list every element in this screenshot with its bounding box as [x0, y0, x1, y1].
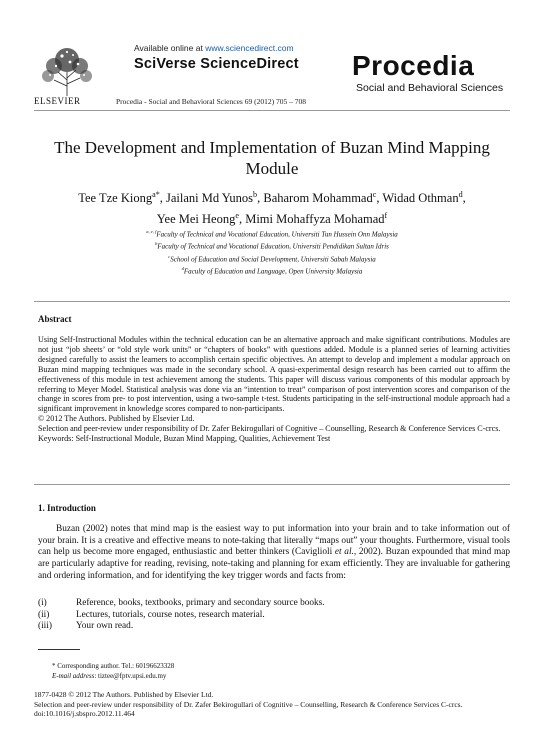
corresponding-email: E-mail address: tiztee@fptv.upsi.edu.my — [52, 672, 167, 680]
affiliation: $^c$School of Education and Social Development, Universiti Sabah Malaysia — [168, 253, 376, 263]
affiliation-list — [40, 227, 504, 276]
affiliation: $^b$Faculty of Technical and Vocational Education, Universiti Pendidikan Sultan Idris — [155, 241, 389, 251]
list-item: (iii) Your own read. — [38, 621, 134, 632]
procedia-subtitle: Social and Behavioral Sciences — [356, 82, 504, 94]
author: Jailani Md Yunos$^b$ — [166, 190, 258, 206]
article-title: The Development and Implementation of Buzan Mind Mapping Module — [54, 138, 490, 178]
list-item: (i) Reference, books, textbooks, primary and secondary source books. — [38, 598, 325, 608]
footnote-divider — [38, 649, 80, 650]
corresponding-author-footnote — [52, 661, 174, 681]
available-online — [134, 43, 294, 53]
abstract-bottom-divider — [34, 484, 510, 485]
sciencedirect-link[interactable]: www.sciencedirect.com — [205, 43, 294, 53]
affiliation: $^{a, e, f}$Faculty of Technical and Vocational Education, Universiti Tun Hussein Onn Malaysia — [146, 229, 398, 239]
abstract-heading: Abstract — [38, 314, 72, 324]
bottom-peer-review: Selection and peer-review under responsibility of Dr. Zafer Bekirogullari of Cognitive – Counselling, Research & Conference Services C-crcs. — [34, 699, 463, 709]
available-prefix: Available online at — [134, 43, 203, 53]
trigger-source-list — [38, 598, 325, 633]
author-list: Tee Tze Kiong$^{a*}$, Jailani Md Yunos$^b$, Baharom Mohammad$^c$, Widad Othman$^d$, Yee Mei Heong$^e$, Mimi Mohaffyza Mohamad$^f$ — [78, 190, 466, 227]
sciverse-logo: SciVerse ScienceDirect — [134, 56, 299, 72]
author: Tee Tze Kiong$^{a*}$ — [78, 190, 160, 206]
abstract-body: Using Self-Instructional Modules within the technical education can be an alternative approach and make significant contributions. Modules are not just “job sheets’ or “old style work units” or “chapters of books” with questions added. Module is a planned series of learning activities designed carefully to assist the learners to accomplish certain specific objectives. An attempt to develop and implement a modular approach on Buzan mind mapping techniques was made in the secondary school. A quasi-experimental design research has been carried out to affirm the effectiveness of this module in test achievement among the students. This paper will discuss various components of this modular approach by referring to Meyer Model. Statistical analysis was done via an “intention to treat” comparison of post intervention scores and comparison of the change in scores from pre- to post intervention, using a two-sample t-test. Students participating in the self-instructional module approach had a significant improvement in knowledge scores compared to non-participants. — [38, 335, 510, 414]
author: Baharom Mohammad$^c$ — [263, 190, 377, 206]
publication-info — [34, 690, 462, 719]
keywords: Keywords: Self-Instructional Module, Buzan Mind Mapping, Qualities, Achievement Test — [38, 434, 331, 444]
abstract-top-divider — [34, 301, 510, 302]
issn-copyright: 1877-0428 © 2012 The Authors. Published by Elsevier Ltd. — [34, 690, 214, 699]
introduction-paragraph: Buzan (2002) notes that mind map is the easiest way to put information into your brain and to take information out of your brain. It is a creative and effective means to note-taking that literally “maps out” your thoughts. Furthermore, visual tools can help us become more engaged, enthusiastic and better thinkers (Caviglioli et al., 2002). Buzan expounded that mind map are particularly adaptive for reading, revising, note-taking and planning for exam efficiently. They are invaluable for gathering and ordering information, and for identifying the key trigger words and facts from: — [38, 524, 510, 581]
doi[interactable]: doi:10.1016/j.sbspro.2012.11.464 — [34, 709, 135, 719]
affiliation: $^d$Faculty of Education and Language, Open University Malaysia — [181, 265, 363, 276]
abstract-section — [38, 335, 510, 444]
elsevier-tree-logo — [34, 42, 100, 98]
author: Yee Mei Heong$^e$ — [156, 211, 239, 227]
corresponding-phone: * Corresponding author. Tel.: 60196623328 — [52, 662, 175, 670]
author: Mimi Mohaffyza Mohamad$^f$ — [245, 211, 388, 227]
list-item: (ii) Lectures, tutorials, course notes, research material. — [38, 609, 265, 620]
abstract-peer-review: Selection and peer-review under responsibility of Dr. Zafer Bekirogullari of Cognitive – Counselling, Research & Conference Services C-crcs. — [38, 424, 501, 434]
elsevier-wordmark: ELSEVIER — [34, 96, 81, 106]
author: Widad Othman$^d$ — [382, 190, 463, 206]
abstract-copyright: © 2012 The Authors. Published by Elsevier Ltd. — [38, 414, 195, 424]
introduction-heading: 1. Introduction — [38, 503, 96, 513]
procedia-logo: Procedia — [352, 50, 475, 81]
journal-reference: Procedia - Social and Behavioral Sciences 69 (2012) 705 – 708 — [116, 97, 306, 106]
header-divider — [34, 110, 510, 111]
